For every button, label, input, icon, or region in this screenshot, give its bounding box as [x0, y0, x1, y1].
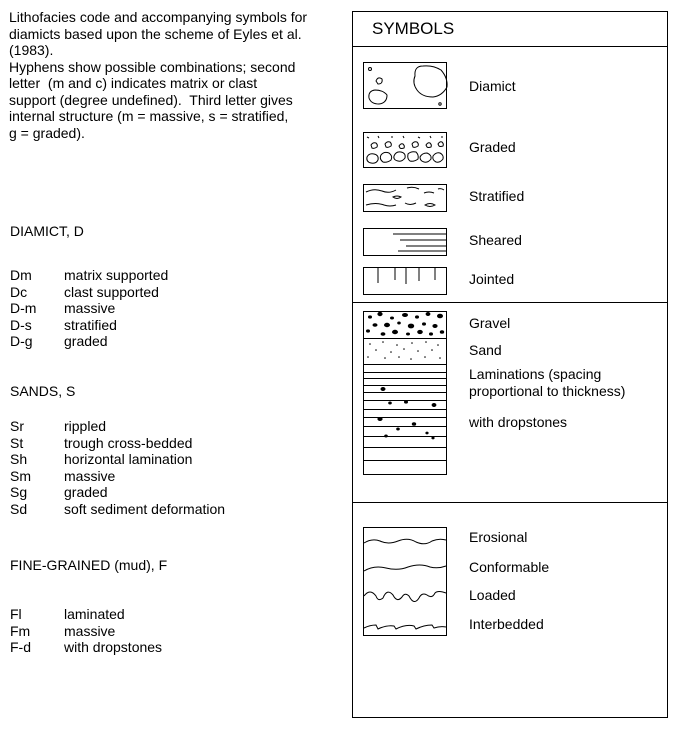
intro-line: g = graded).: [9, 124, 85, 141]
intro-line: Hyphens show possible combinations; second: [9, 58, 296, 75]
legend-label-laminations-note: proportional to thickness): [469, 382, 626, 399]
jointed-symbol: [364, 268, 447, 295]
legend-label-sheared: Sheared: [469, 232, 522, 248]
fine-grained-heading: FINE-GRAINED (mud), F: [10, 557, 168, 573]
facies-code: Fl: [10, 606, 22, 622]
facies-code: St: [10, 434, 24, 451]
interbedded-contact-line: [364, 625, 446, 629]
facies-code: Dc: [10, 283, 28, 300]
sheared-symbol: [364, 229, 447, 256]
facies-code: Sd: [10, 500, 28, 517]
facies-description: with dropstones: [64, 639, 163, 655]
legend-label-sand: Sand: [469, 342, 502, 358]
facies-description: soft sediment deformation: [64, 500, 226, 517]
legend-label-diamict: Diamict: [469, 78, 516, 94]
intro-line: letter (m and c) indicates matrix or clast: [9, 75, 258, 91]
legend-label-stratified: Stratified: [469, 188, 525, 204]
facies-description: massive: [64, 300, 116, 316]
facies-code: D-m: [10, 300, 37, 316]
facies-description: stratified: [64, 316, 117, 333]
intro-line: support (degree undefined). Third letter gives: [9, 91, 293, 108]
facies-code: Dm: [10, 267, 32, 283]
facies-description: rippled: [64, 418, 107, 434]
facies-description: clast supported: [64, 283, 159, 300]
facies-code: Sh: [10, 451, 28, 467]
facies-code: Fm: [10, 622, 31, 639]
facies-code: Sm: [10, 467, 31, 484]
legend-label-jointed: Jointed: [469, 271, 515, 287]
loaded-contact-line: [364, 592, 446, 602]
facies-code: D-g: [10, 333, 33, 349]
facies-description: laminated: [64, 606, 125, 622]
facies-code: D-s: [10, 316, 32, 333]
facies-description: matrix supported: [64, 267, 169, 283]
legend-label-laminations: Laminations (spacing: [469, 366, 602, 382]
conformable-contact-line: [364, 565, 446, 571]
facies-description: massive: [64, 622, 116, 639]
contacts-column: [364, 528, 447, 636]
stratified-symbol: [364, 185, 447, 212]
facies-code: Sg: [10, 484, 28, 500]
dropstones-fill: [377, 387, 436, 439]
intro-line: diamicts based upon the scheme of Eyles et al.: [9, 25, 302, 42]
facies-description: massive: [64, 467, 116, 484]
diamict-heading: DIAMICT, D: [10, 223, 84, 239]
lithology-column: [364, 312, 447, 475]
legend-label-loaded: Loaded: [469, 587, 516, 603]
facies-description: trough cross-bedded: [64, 434, 193, 451]
legend-label-graded: Graded: [469, 139, 516, 155]
facies-description: graded: [64, 333, 108, 349]
sands-heading: SANDS, S: [10, 383, 76, 399]
graded-symbol: [364, 133, 447, 168]
gravel-fill: [366, 312, 444, 336]
legend-label-interbedded: Interbedded: [469, 616, 544, 632]
legend-label-gravel: Gravel: [469, 315, 511, 331]
sand-fill: [367, 341, 441, 360]
diamict-symbol: [364, 63, 448, 109]
intro-line: (1983).: [9, 42, 54, 58]
legend-label-dropstones: with dropstones: [469, 414, 568, 430]
intro-line: internal structure (m = massive, s = stratified,: [9, 108, 289, 124]
facies-code: Sr: [10, 418, 24, 434]
erosional-contact-line: [364, 539, 446, 544]
legend-label-conformable: Conformable: [469, 559, 550, 575]
symbols-title: SYMBOLS: [372, 19, 455, 38]
legend-label-erosional: Erosional: [469, 529, 528, 545]
intro-line: Lithofacies code and accompanying symbols for: [9, 9, 308, 25]
facies-description: horizontal lamination: [64, 451, 193, 467]
facies-description: graded: [64, 484, 108, 500]
facies-code: F-d: [10, 639, 31, 655]
